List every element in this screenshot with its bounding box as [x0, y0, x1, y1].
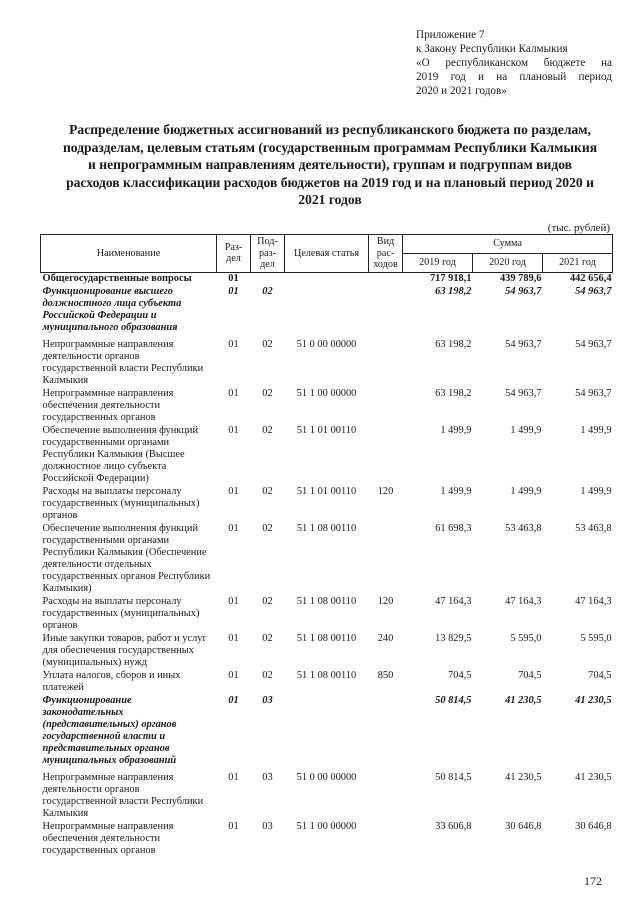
row-subsection: 02: [262, 387, 273, 399]
row-subsection: [251, 272, 285, 286]
row-expense-type: [369, 821, 403, 858]
row-section: 01: [228, 522, 239, 534]
row-section: 01: [228, 694, 239, 706]
row-subsection: 02: [262, 285, 273, 297]
row-article: 51 0 00 00000: [296, 771, 357, 783]
row-section: 01: [228, 272, 239, 284]
page-number: 172: [584, 874, 602, 888]
row-2021: 5 595,0: [580, 632, 612, 644]
row-2021: 1 499,9: [580, 424, 612, 436]
table-row: [41, 425, 613, 486]
row-subsection: 02: [262, 669, 273, 681]
row-article: 51 1 00 00000: [296, 387, 357, 399]
table-row: [41, 335, 613, 388]
row-article: 51 1 00 00000: [296, 820, 357, 832]
row-2019: 63 198,2: [435, 285, 472, 297]
row-2020: 30 646,8: [505, 820, 542, 832]
row-2020: 1 499,9: [510, 485, 542, 497]
row-2021: 41 230,5: [575, 694, 612, 706]
row-name: Уплата налогов, сборов и иных платежей: [42, 669, 181, 693]
budget-table: [40, 234, 613, 858]
row-article: [285, 272, 369, 286]
row-section: 01: [228, 595, 239, 607]
row-section: 01: [228, 771, 239, 783]
header-subsection: Под-раз-дел: [251, 235, 285, 273]
row-article: 51 1 08 00110: [296, 595, 357, 607]
row-2021: 54 963,7: [575, 285, 612, 297]
row-2021: 47 164,3: [575, 595, 612, 607]
row-subsection: 03: [262, 694, 273, 706]
row-expense-type: [369, 425, 403, 486]
table-row: [41, 768, 613, 821]
header-2021: 2021 год: [543, 253, 613, 272]
row-name: Общегосударственные вопросы: [42, 272, 192, 284]
row-section: 01: [228, 820, 239, 832]
row-expense-type: [369, 768, 403, 821]
row-name: Обеспечение выполнения функций государственными органами Республики Калмыкия (Высшее должностное лицо субъекта Российской Федерации): [42, 424, 199, 484]
row-subsection: 02: [262, 338, 273, 350]
row-2021: 54 963,7: [575, 387, 612, 399]
row-article: 51 1 08 00110: [296, 632, 357, 644]
row-subsection: 02: [262, 424, 273, 436]
row-expense-type: 850: [377, 669, 394, 681]
row-section: 01: [228, 387, 239, 399]
row-expense-type: [369, 335, 403, 388]
row-2019: 33 606,8: [435, 820, 472, 832]
units-label: (тыс. рублей): [547, 222, 610, 234]
row-name: Иные закупки товаров, работ и услуг для обеспечения государственных (муниципальных) нужд: [42, 632, 207, 668]
row-name: Непрограммные направления обеспечения деятельности государственных органов: [42, 387, 174, 423]
row-name: Расходы на выплаты персоналу государственных (муниципальных) органов: [42, 485, 200, 521]
row-article: 51 1 08 00110: [296, 669, 357, 681]
row-article: 51 1 08 00110: [296, 522, 357, 534]
table-row: [41, 286, 613, 335]
header-sum: Сумма: [403, 235, 613, 254]
row-2020: 41 230,5: [505, 771, 542, 783]
row-section: 01: [228, 632, 239, 644]
header-2019: 2019 год: [403, 253, 473, 272]
annex-line-5: 2020 и 2021 годов»: [416, 85, 507, 97]
row-section: 01: [228, 485, 239, 497]
row-expense-type: [369, 272, 403, 286]
row-name: Функционирование высшего должностного лица субъекта Российской Федерации и муниципального образования: [42, 285, 182, 333]
row-2019: 47 164,3: [435, 595, 472, 607]
row-expense-type: [369, 388, 403, 425]
row-2019: 61 698,3: [435, 522, 472, 534]
row-2019: 63 198,2: [435, 338, 472, 350]
annex-line-3: «О республиканском бюджете на: [416, 57, 612, 69]
row-expense-type: 120: [377, 595, 394, 607]
row-2021: 704,5: [588, 669, 612, 681]
table-row: [41, 388, 613, 425]
row-expense-type: [369, 695, 403, 768]
table-row: [41, 486, 613, 523]
row-subsection: 02: [262, 522, 273, 534]
row-name: Непрограммные направления деятельности органов государственной власти Республики Калмыкия: [42, 771, 204, 819]
row-2020: 1 499,9: [510, 424, 542, 436]
row-2019: 13 829,5: [435, 632, 472, 644]
row-expense-type: [369, 523, 403, 596]
table-row: [41, 695, 613, 768]
row-article: [285, 695, 369, 768]
row-name: Обеспечение выполнения функций государственными органами Республики Калмыкия (Обеспечение деятельности отдельных государственных органов Республики Калмыкия): [42, 522, 211, 594]
header-expense-type: Вид рас-ходов: [369, 235, 403, 273]
row-article: 51 0 00 00000: [296, 338, 357, 350]
annex-line-4: 2019 год и на плановый период: [416, 71, 612, 83]
row-2021: 1 499,9: [580, 485, 612, 497]
row-2019: 50 814,5: [435, 771, 472, 783]
annex-line-1: Приложение 7: [416, 29, 485, 41]
table-row: [41, 633, 613, 670]
row-article: 51 1 01 00110: [296, 485, 357, 497]
row-name: Функционирование законодательных (представительных) органов государственной власти и представительных органов муниципальных образований: [42, 694, 177, 766]
row-name: Расходы на выплаты персоналу государственных (муниципальных) органов: [42, 595, 200, 631]
annex-line-2: к Закону Республики Калмыкия: [416, 43, 568, 55]
row-section: 01: [228, 424, 239, 436]
table-row: [41, 596, 613, 633]
table-row: [41, 272, 613, 286]
row-2019: 717 918,1: [429, 272, 472, 284]
row-subsection: 03: [262, 820, 273, 832]
row-2019: 704,5: [448, 669, 472, 681]
row-2019: 1 499,9: [440, 424, 472, 436]
row-2020: 704,5: [518, 669, 542, 681]
row-2019: 63 198,2: [435, 387, 472, 399]
row-2020: 5 595,0: [510, 632, 542, 644]
row-2021: 442 656,4: [569, 272, 612, 284]
row-article: 51 1 01 00110: [296, 424, 357, 436]
row-2021: 41 230,5: [575, 771, 612, 783]
row-2020: 54 963,7: [505, 338, 542, 350]
row-2019: 50 814,5: [435, 694, 472, 706]
annex-block: [416, 28, 612, 98]
row-article: [285, 286, 369, 335]
row-section: 01: [228, 669, 239, 681]
row-2019: 1 499,9: [440, 485, 472, 497]
row-expense-type: 120: [377, 485, 394, 497]
row-2020: 41 230,5: [505, 694, 542, 706]
row-name: Непрограммные направления обеспечения деятельности государственных органов: [42, 820, 174, 856]
header-name: Наименование: [41, 235, 217, 273]
row-2021: 53 463,8: [575, 522, 612, 534]
row-2020: 54 963,7: [505, 387, 542, 399]
document-title: Распределение бюджетных ассигнований из республиканского бюджета по разделам, подразделам, целевым статьям (государственным программам Республики Калмыкия и непрограммным направлениям деятельности), группам и подгруппам видов расходов классификации расходов бюджетов на 2019 год и на плановый период 2020 и 2021 годов: [62, 122, 598, 207]
table-row: [41, 821, 613, 858]
row-2021: 54 963,7: [575, 338, 612, 350]
row-expense-type: [369, 286, 403, 335]
header-2020: 2020 год: [473, 253, 543, 272]
row-subsection: 02: [262, 595, 273, 607]
row-name: Непрограммные направления деятельности органов государственной власти Республики Калмыкия: [42, 338, 204, 386]
table-row: [41, 670, 613, 695]
header-section: Раз-дел: [217, 235, 251, 273]
row-subsection: 02: [262, 632, 273, 644]
header-article: Целевая статья: [285, 235, 369, 273]
row-2020: 53 463,8: [505, 522, 542, 534]
row-section: 01: [228, 338, 239, 350]
row-expense-type: 240: [377, 632, 394, 644]
row-2020: 439 789,6: [499, 272, 542, 284]
row-2020: 47 164,3: [505, 595, 542, 607]
row-2020: 54 963,7: [505, 285, 542, 297]
row-subsection: 03: [262, 771, 273, 783]
row-2021: 30 646,8: [575, 820, 612, 832]
row-subsection: 02: [262, 485, 273, 497]
row-section: 01: [228, 285, 239, 297]
table-row: [41, 523, 613, 596]
